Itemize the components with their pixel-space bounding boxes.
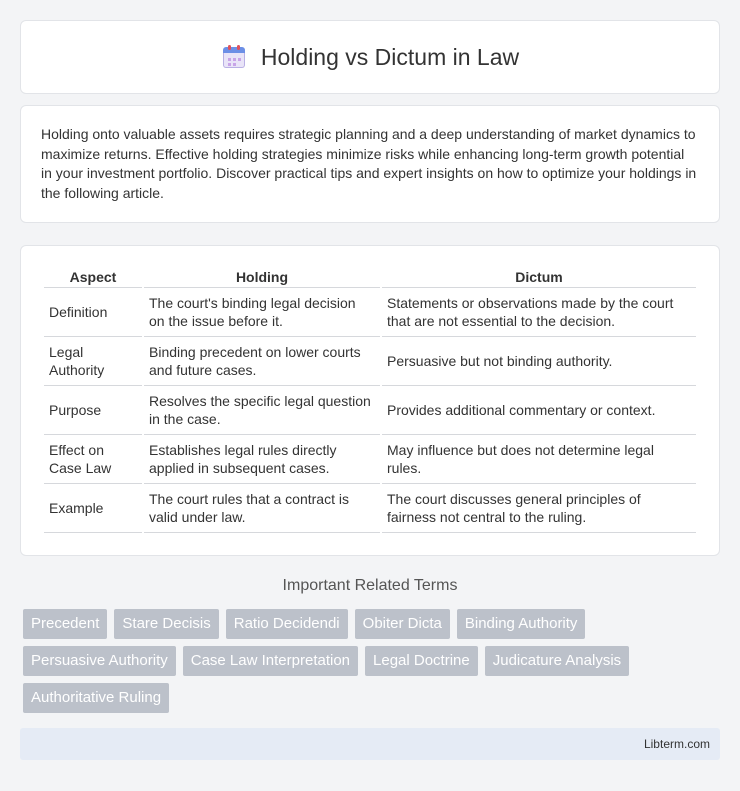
table-row [44,435,696,484]
cell-dictum: May influence but does not determine legal rules. [382,435,696,484]
comparison-card [20,245,720,556]
cell-aspect: Effect on Case Law [44,435,142,484]
cell-aspect: Definition [44,288,142,337]
intro-card [20,105,720,223]
intro-text: Holding onto valuable assets requires strategic planning and a deep understanding of market dynamics to maximize returns. Effective holding strategies minimize risks while enhancing long-term growth potential in your investment portfolio. Discover practical tips and expert insights on how to optimize your holdings in the following article. [41,126,697,201]
cell-dictum: Persuasive but not binding authority. [382,337,696,386]
cell-dictum: The court discusses general principles of fairness not central to the ruling. [382,484,696,533]
page-title: Holding vs Dictum in Law [260,43,520,70]
tag-stare-decisis[interactable]: Stare Decisis [114,609,218,639]
cell-dictum: Statements or observations made by the court that are not essential to the decision. [382,288,696,337]
tag-obiter-dicta[interactable]: Obiter Dicta [355,609,450,639]
tag-legal-doctrine[interactable]: Legal Doctrine [365,646,478,676]
tag-precedent[interactable]: Precedent [23,609,107,639]
table-row [44,337,696,386]
header-dictum: Dictum [382,266,696,288]
tag-binding-authority[interactable]: Binding Authority [457,609,586,639]
cell-aspect: Purpose [44,386,142,435]
tag-case-law-interpretation[interactable]: Case Law Interpretation [183,646,358,676]
calendar-icon [221,44,247,70]
footer [20,728,720,760]
table-row [44,484,696,533]
comparison-table [42,266,698,533]
table-row [44,386,696,435]
related-terms-title: Important Related Terms [282,577,458,594]
cell-holding: Resolves the specific legal question in the case. [144,386,380,435]
footer-site-link[interactable]: Libterm.com [643,737,710,751]
cell-holding: The court rules that a contract is valid under law. [144,484,380,533]
tag-ratio-decidendi[interactable]: Ratio Decidendi [226,609,348,639]
tag-authoritative-ruling[interactable]: Authoritative Ruling [23,683,169,713]
tag-judicature-analysis[interactable]: Judicature Analysis [485,646,629,676]
cell-holding: Establishes legal rules directly applied in subsequent cases. [144,435,380,484]
header-card [20,20,720,94]
cell-dictum: Provides additional commentary or context. [382,386,696,435]
cell-holding: Binding precedent on lower courts and future cases. [144,337,380,386]
cell-aspect: Example [44,484,142,533]
table-row [44,288,696,337]
table-header-row [44,266,696,288]
header-holding: Holding [144,266,380,288]
cell-aspect: Legal Authority [44,337,142,386]
related-terms-list [23,609,723,720]
cell-holding: The court's binding legal decision on the issue before it. [144,288,380,337]
tag-persuasive-authority[interactable]: Persuasive Authority [23,646,176,676]
header-aspect: Aspect [44,266,142,288]
